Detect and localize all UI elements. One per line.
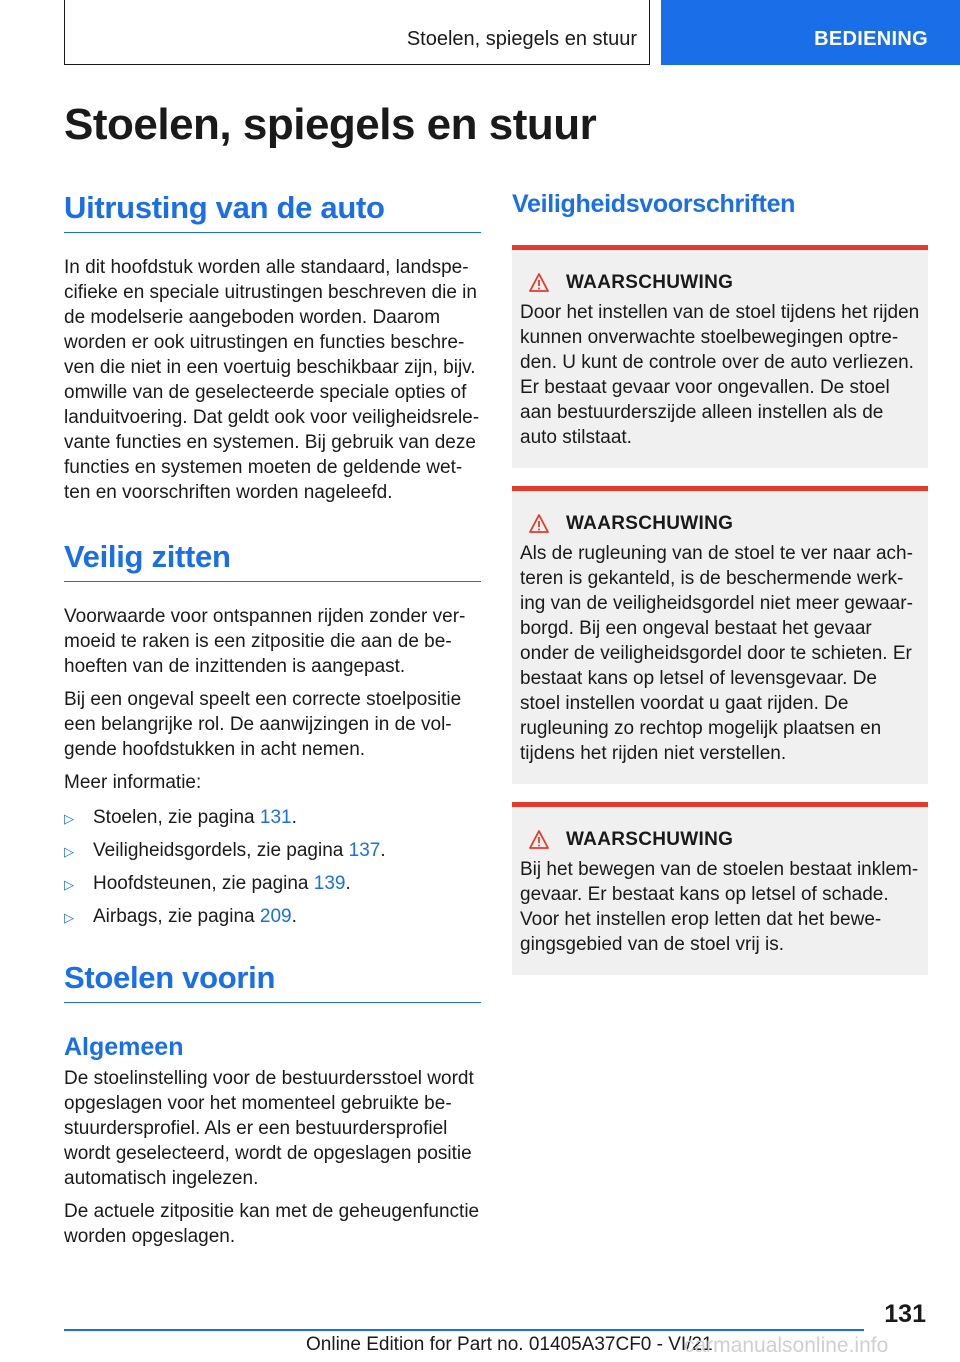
- page-title: Stoelen, spiegels en stuur: [64, 100, 597, 149]
- triangle-bullet-icon: ▷: [64, 844, 74, 859]
- reference-item: [64, 871, 481, 897]
- triangle-bullet-icon: ▷: [64, 910, 74, 925]
- reference-item: [64, 904, 481, 930]
- section-body-equipment: In dit hoofdstuk worden alle standaard, landspecifieke en speciale uitrustingen beschreven die in de modelserie aangeboden worden. Daarom worden er ook uitrustingen en functies beschreven die niet in een voertuig beschikbaar zijn, bijv. omwille van de geselecteerde speciale opties of landuitvoering. Dat geldt ook voor veiligheidsrelevante functies en systemen. Bij gebruik van deze functies en systemen moeten de geldende wetten en voorschriften worden nageleefd.: [64, 257, 480, 503]
- header-chapter-tab: [661, 0, 960, 65]
- warning-header: [520, 513, 920, 535]
- header-section-title: Stoelen, spiegels en stuur: [406, 28, 637, 50]
- warning-triangle-icon: [522, 514, 556, 534]
- reference-item: [64, 838, 481, 864]
- warning-box: [512, 802, 928, 975]
- reference-text: Stoelen, zie pagina: [93, 807, 260, 828]
- page-link[interactable]: 139: [313, 873, 346, 894]
- warning-triangle-icon: [522, 273, 556, 293]
- subsection-title-general: Algemeen: [64, 1033, 184, 1061]
- page-link[interactable]: 137: [348, 840, 381, 861]
- header-section-box: [64, 0, 650, 65]
- footer-divider: [64, 1329, 864, 1331]
- page-number: 131: [884, 1300, 926, 1328]
- reference-end: .: [291, 906, 297, 927]
- reference-end: .: [291, 807, 297, 828]
- header-chapter-title: BEDIENING: [814, 28, 928, 50]
- footer-edition: Online Edition for Part no. 01405A37CF0 - VI/21: [306, 1334, 713, 1355]
- warning-label: WAARSCHUWING: [566, 513, 734, 534]
- section-title-front-seats: Stoelen voorin: [64, 960, 481, 1003]
- page-link[interactable]: 209: [259, 906, 292, 927]
- watermark: carmanualsonline.info: [684, 1334, 889, 1357]
- reference-end: .: [345, 873, 351, 894]
- safe-seating-paragraph-1: Voorwaarde voor ontspannen rijden zonder vermoeid te raken is een zitpositie die aan de behoeften van de inzittenden is aangepast.: [64, 606, 466, 677]
- reference-list: [64, 805, 481, 930]
- reference-end: .: [380, 840, 386, 861]
- warning-triangle-icon: [522, 830, 556, 850]
- reference-text: Hoofdsteunen, zie pagina: [93, 873, 314, 894]
- triangle-bullet-icon: ▷: [64, 877, 74, 892]
- warning-box: [512, 486, 928, 784]
- warning-header: [520, 272, 920, 294]
- triangle-bullet-icon: ▷: [64, 811, 74, 826]
- reference-text: Veiligheidsgordels, zie pagina: [93, 840, 349, 861]
- more-info-label: Meer informatie:: [64, 772, 202, 793]
- right-column: [512, 190, 928, 975]
- warning-text: Als de rugleuning van de stoel te ver naar achteren is gekanteld, is de beschermende werking van de veiligheidsgordel niet meer gewaarborgd. Bij een ongeval bestaat het gevaar onder de veiligheidsgordel door te schieten. Er bestaat kans op letsel of levensgevaar. De stoel instellen voordat u gaat rijden. De rugleuning zo rechtop mogelijk plaatsen en tijdens het rijden niet verstellen.: [520, 543, 913, 764]
- page-link[interactable]: 131: [259, 807, 292, 828]
- section-title-safe-seating: Veilig zitten: [64, 539, 481, 582]
- front-seats-paragraph-2: De actuele zitpositie kan met de geheugenfunctie worden opgeslagen.: [64, 1201, 480, 1247]
- warning-box: [512, 245, 928, 468]
- warning-label: WAARSCHUWING: [566, 272, 734, 293]
- warning-text: Door het instellen van de stoel tijdens het rijden kunnen onverwachte stoelbewegingen optreden. U kunt de controle over de auto verliezen. Er bestaat gevaar voor ongevallen. De stoel aan bestuurderszijde alleen instellen als de auto stilstaat.: [520, 302, 920, 448]
- left-column: [64, 190, 481, 1249]
- section-title-equipment: Uitrusting van de auto: [64, 190, 481, 233]
- warning-label: WAARSCHUWING: [566, 829, 734, 850]
- safe-seating-paragraph-2: Bij een ongeval speelt een correcte stoelpositie een belangrijke rol. De aanwijzingen in de volgende hoofdstukken in acht nemen.: [64, 689, 462, 760]
- section-title-safety: Veiligheidsvoorschriften: [512, 190, 796, 218]
- warning-text: Bij het bewegen van de stoelen bestaat inklemgevaar. Er bestaat kans op letsel of schade. Voor het instellen erop letten dat het bewegingsgebied van de stoel vrij is.: [520, 859, 919, 955]
- front-seats-paragraph-1: De stoelinstelling voor de bestuurdersstoel wordt opgeslagen voor het momenteel gebruikte bestuurdersprofiel. Als er een bestuurdersprofiel wordt geselecteerd, wordt de opgeslagen positie automatisch ingelezen.: [64, 1068, 474, 1189]
- warning-header: [520, 829, 920, 851]
- reference-text: Airbags, zie pagina: [93, 906, 260, 927]
- reference-item: [64, 805, 481, 831]
